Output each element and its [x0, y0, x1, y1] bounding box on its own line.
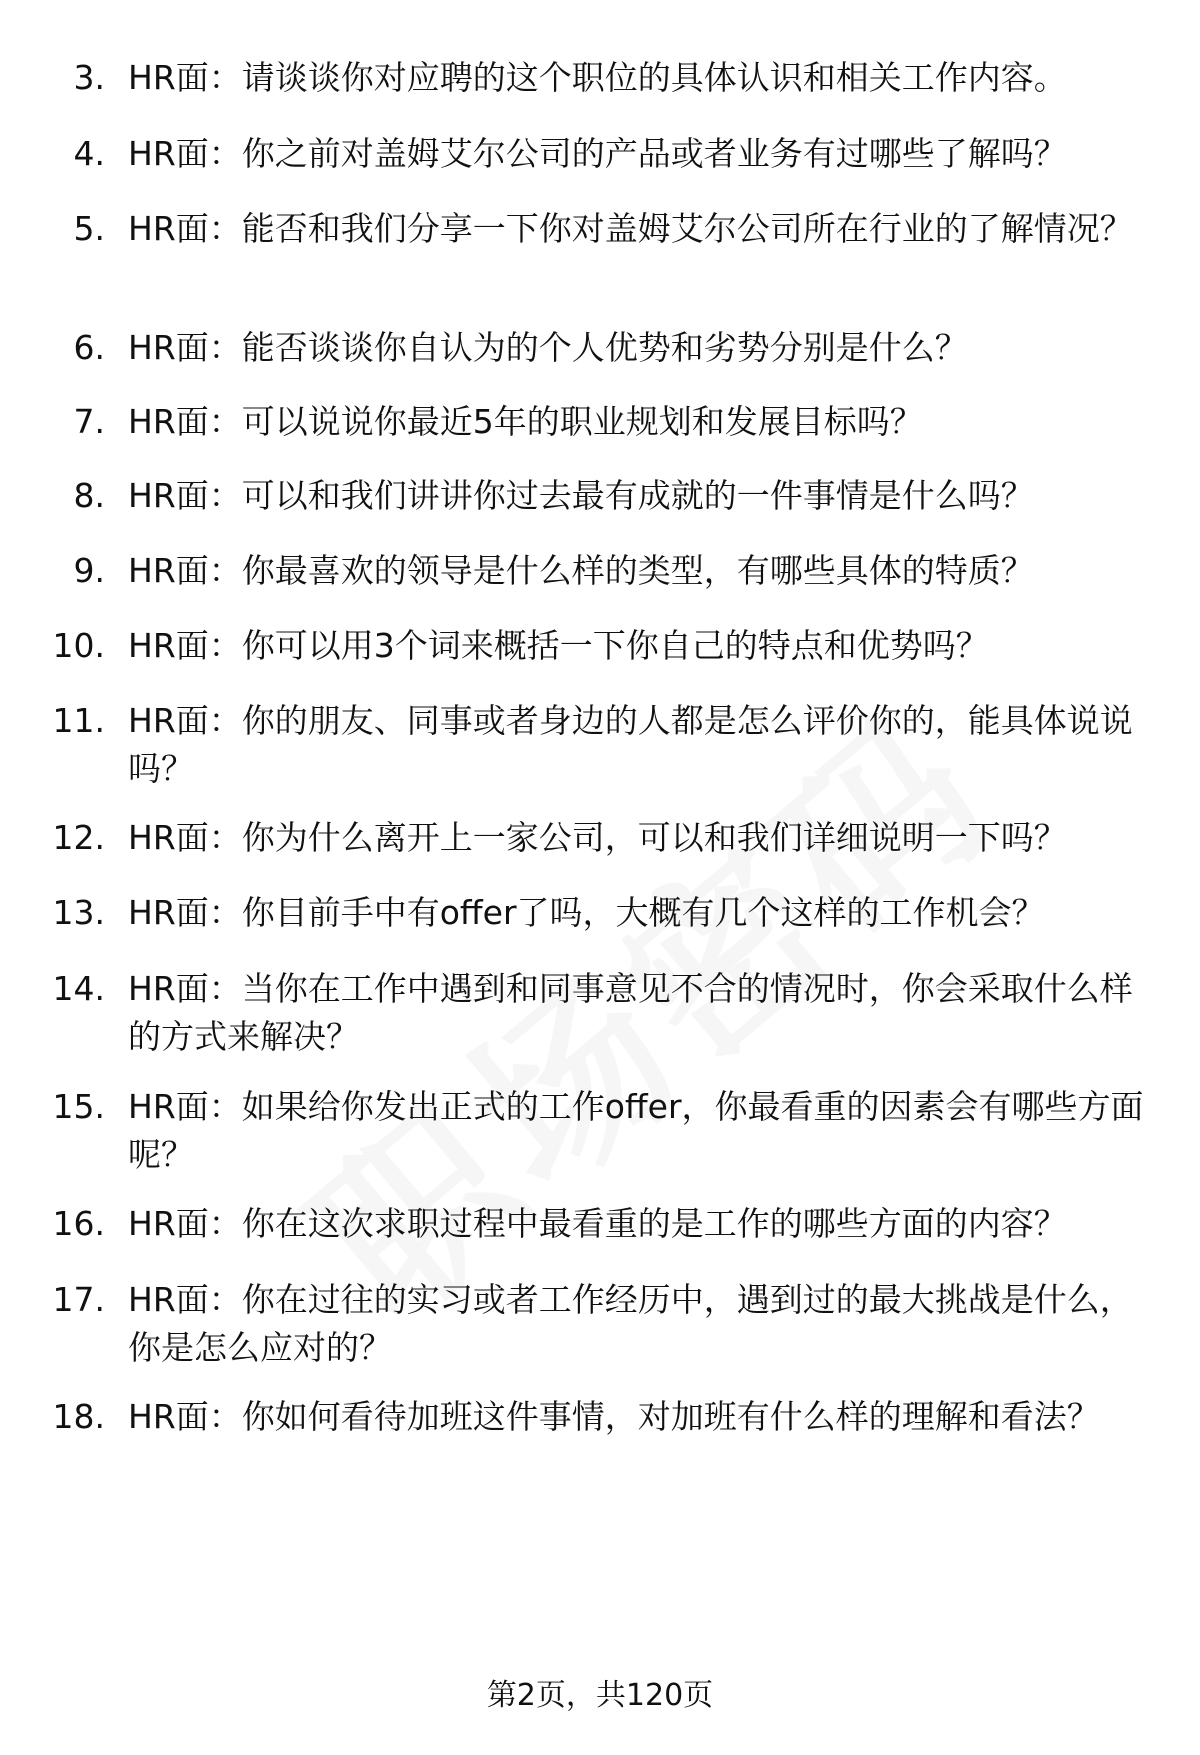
- item-number: 3.: [73, 58, 105, 97]
- item-number: 5.: [73, 209, 105, 248]
- item-number: 7.: [73, 402, 105, 441]
- item-text: HR面：能否谈谈你自认为的个人优势和劣势分别是什么？: [128, 328, 968, 367]
- item-text: HR面：请谈谈你对应聘的这个职位的具体认识和相关工作内容。: [128, 58, 1067, 97]
- item-text: HR面：你目前手中有offer了吗，大概有几个这样的工作机会？: [128, 893, 1045, 932]
- item-number: 12.: [52, 818, 105, 857]
- item-number: 6.: [73, 328, 105, 367]
- item-text: HR面：如果给你发出正式的工作offer，你最看重的因素会有哪些方面呢？: [128, 1087, 1144, 1174]
- page-footer: 第2页，共120页: [486, 1678, 714, 1713]
- item-text: HR面：你的朋友、同事或者身边的人都是怎么评价你的，能具体说说吗？: [128, 701, 1133, 788]
- item-text: HR面：能否和我们分享一下你对盖姆艾尔公司所在行业的了解情况？: [128, 209, 1133, 248]
- item-text: HR面：你在这次求职过程中最看重的是工作的哪些方面的内容？: [128, 1204, 1067, 1243]
- item-number: 8.: [73, 476, 105, 515]
- item-text: HR面：你为什么离开上一家公司，可以和我们详细说明一下吗？: [128, 818, 1067, 857]
- item-number: 18.: [52, 1397, 105, 1436]
- item-number: 10.: [52, 626, 105, 665]
- item-number: 9.: [73, 551, 105, 590]
- item-text: HR面：你可以用3个词来概括一下你自己的特点和优势吗？: [128, 626, 989, 665]
- item-number: 17.: [52, 1280, 105, 1319]
- item-text: HR面：当你在工作中遇到和同事意见不合的情况时，你会采取什么样的方式来解决？: [128, 969, 1133, 1056]
- item-text: HR面：可以说说你最近5年的职业规划和发展目标吗？: [128, 402, 923, 441]
- item-number: 16.: [52, 1204, 105, 1243]
- item-number: 15.: [52, 1087, 105, 1126]
- item-number: 14.: [52, 969, 105, 1008]
- item-text: HR面：你如何看待加班这件事情，对加班有什么样的理解和看法？: [128, 1397, 1100, 1436]
- item-number: 11.: [52, 701, 105, 740]
- item-text: HR面：你在过往的实习或者工作经历中，遇到过的最大挑战是什么，你是怎么应对的？: [128, 1280, 1133, 1367]
- item-text: HR面：你最喜欢的领导是什么样的类型，有哪些具体的特质？: [128, 551, 1034, 590]
- item-text: HR面：可以和我们讲讲你过去最有成就的一件事情是什么吗？: [128, 476, 1034, 515]
- item-number: 4.: [73, 134, 105, 173]
- item-number: 13.: [52, 893, 105, 932]
- item-text: HR面：你之前对盖姆艾尔公司的产品或者业务有过哪些了解吗？: [128, 134, 1067, 173]
